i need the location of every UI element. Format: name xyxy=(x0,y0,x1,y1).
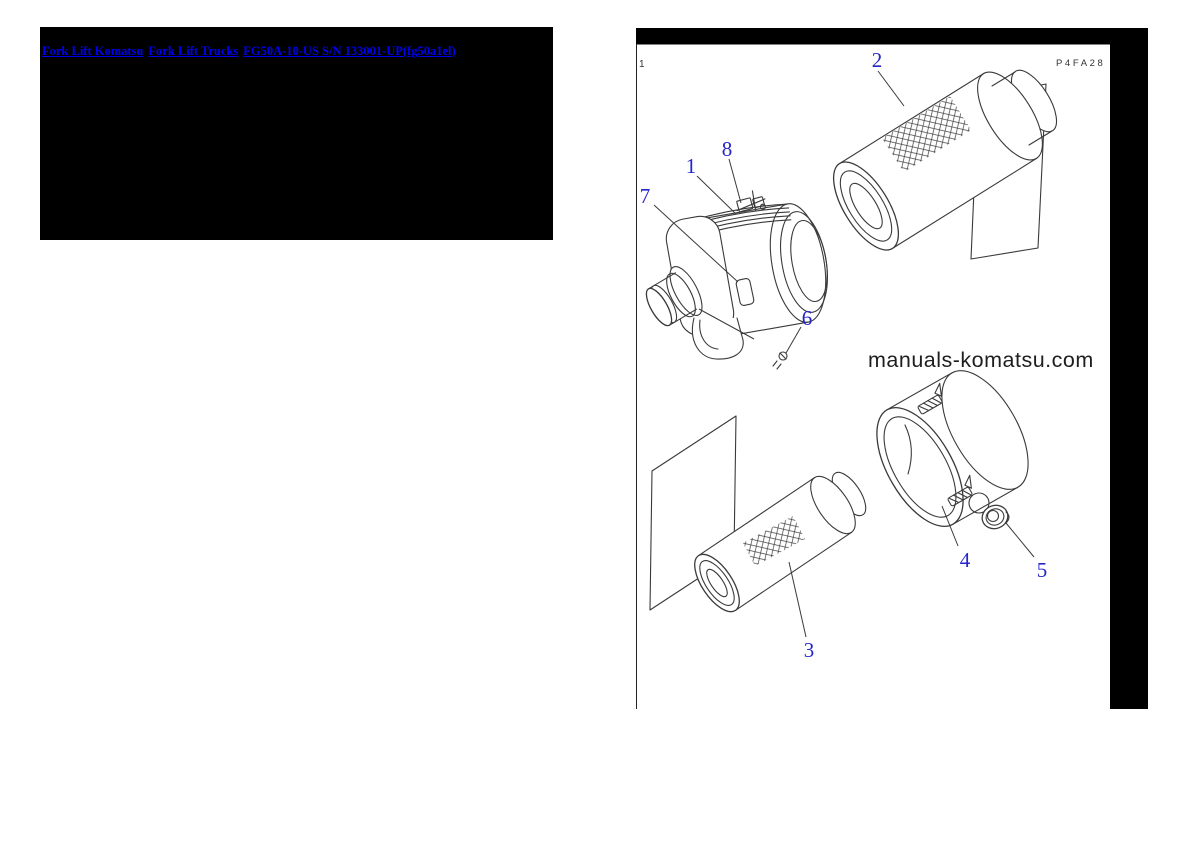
frame-top-bar xyxy=(636,28,1148,45)
callout-5: 5 xyxy=(1036,558,1048,582)
part-3-inner-filter-element xyxy=(686,467,872,619)
breadcrumb-panel xyxy=(40,27,553,240)
callout-2: 2 xyxy=(871,48,883,72)
watermark-text: manuals-komatsu.com xyxy=(868,348,1094,372)
sheet-number: 1 xyxy=(639,59,645,70)
breadcrumb-link-fork-lift-trucks[interactable]: Fork Lift Trucks xyxy=(148,44,239,58)
callout-6: 6 xyxy=(801,306,813,330)
callout-4: 4 xyxy=(959,548,971,572)
parts-diagram xyxy=(636,27,1148,709)
breadcrumb xyxy=(42,44,461,59)
part-1-air-cleaner-assembly xyxy=(642,188,835,369)
callout-7: 7 xyxy=(639,184,651,208)
breadcrumb-link-fork-lift-komatsu[interactable]: Fork Lift Komatsu xyxy=(42,44,144,58)
figure-code: P4FA28 xyxy=(1056,58,1106,69)
screw-part-6 xyxy=(773,352,787,369)
part-4-body-assembly xyxy=(859,357,1045,540)
callout-8: 8 xyxy=(721,137,733,161)
breadcrumb-link-model-serial[interactable]: FG50A-10-US S/N 133001-UP(fg50a1el) xyxy=(243,44,456,58)
frame-right-bar xyxy=(1110,44,1148,709)
part-2-outer-filter-element xyxy=(821,62,1065,260)
callout-1: 1 xyxy=(685,154,697,178)
callout-3: 3 xyxy=(803,638,815,662)
